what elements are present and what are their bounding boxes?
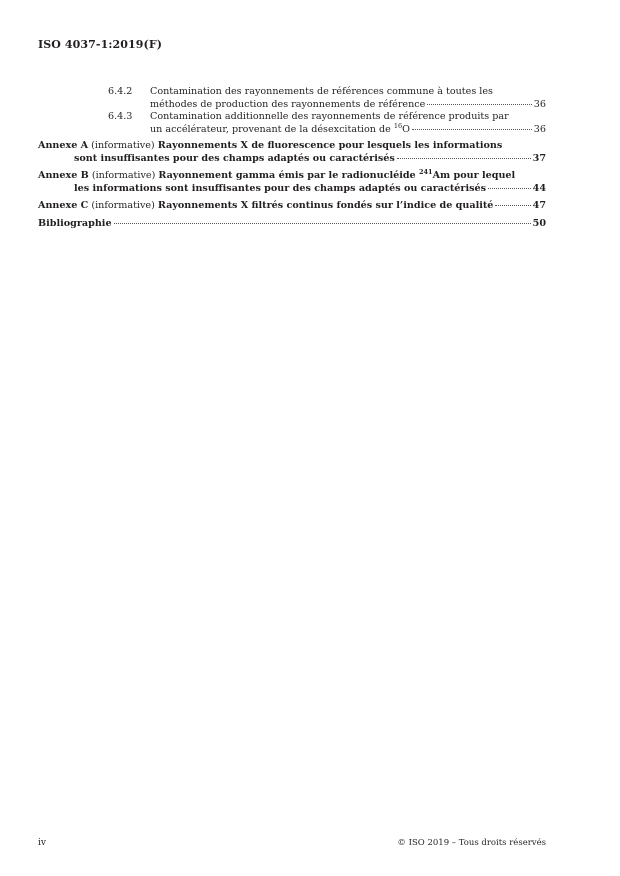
- toc-entry-title-line2: méthodes de production des rayonnements de référence: [150, 98, 426, 110]
- dot-leader: [412, 129, 532, 130]
- dot-leader: [397, 158, 531, 159]
- toc-page-number: 36: [533, 98, 546, 110]
- toc-entry-title-line1: Contamination additionnelle des rayonnements de référence produits par: [150, 111, 509, 122]
- dot-leader: [114, 223, 531, 224]
- annex-title-line1: Rayonnement gamma émis par le radionucléide $^{241}$Am pour lequel: [158, 167, 516, 181]
- annex-label: Annexe B: [38, 170, 89, 181]
- footer-page-number: iv: [38, 838, 46, 848]
- toc-entry-6-4-2[interactable]: [108, 86, 546, 111]
- annex-label: Annexe C: [38, 200, 89, 211]
- toc-entry-title-line1: Contamination des rayonnements de références commune à toutes les: [150, 86, 493, 97]
- annex-kind: (informative): [88, 200, 158, 211]
- annex-title: Rayonnements X filtrés continus fondés sur l’indice de qualité: [157, 200, 494, 211]
- toc-page-number: 44: [532, 182, 546, 194]
- toc-entry-bibliography[interactable]: [38, 218, 546, 231]
- toc-page-number: 36: [533, 123, 546, 135]
- dot-leader: [488, 188, 531, 189]
- toc-entry-annex-c[interactable]: [38, 200, 546, 213]
- annex-title-line2: les informations sont insuffisantes pour des champs adaptés ou caractérisés: [74, 182, 486, 194]
- annex-title-line2: sont insuffisantes pour des champs adaptés ou caractérisés: [74, 152, 395, 164]
- bibliography-title: Bibliographie: [38, 217, 112, 229]
- dot-leader: [495, 205, 530, 206]
- toc-page-number: 37: [532, 152, 546, 164]
- toc-entry-number: 6.4.3: [108, 111, 133, 122]
- annex-kind: (informative): [88, 170, 159, 181]
- toc-page-number: 47: [532, 200, 546, 211]
- table-of-contents: [38, 86, 546, 230]
- annex-kind: (informative): [88, 140, 158, 151]
- toc-entry-number: 6.4.2: [108, 86, 133, 97]
- document-header: ISO 4037-1:2019(F): [38, 38, 163, 51]
- toc-entry-annex-a[interactable]: [38, 140, 546, 165]
- toc-entry-annex-b[interactable]: [38, 167, 546, 195]
- dot-leader: [427, 104, 531, 105]
- footer-copyright: © ISO 2019 – Tous droits réservés: [397, 838, 546, 848]
- annex-title-line1: Rayonnements X de fluorescence pour lesquels les informations: [157, 140, 503, 151]
- toc-entry-title-line2: un accélérateur, provenant de la désexcitation de $^{16}$O: [150, 121, 411, 135]
- toc-page-number: 50: [532, 217, 546, 229]
- annex-label: Annexe A: [38, 140, 89, 151]
- toc-entry-6-4-3[interactable]: [108, 111, 546, 136]
